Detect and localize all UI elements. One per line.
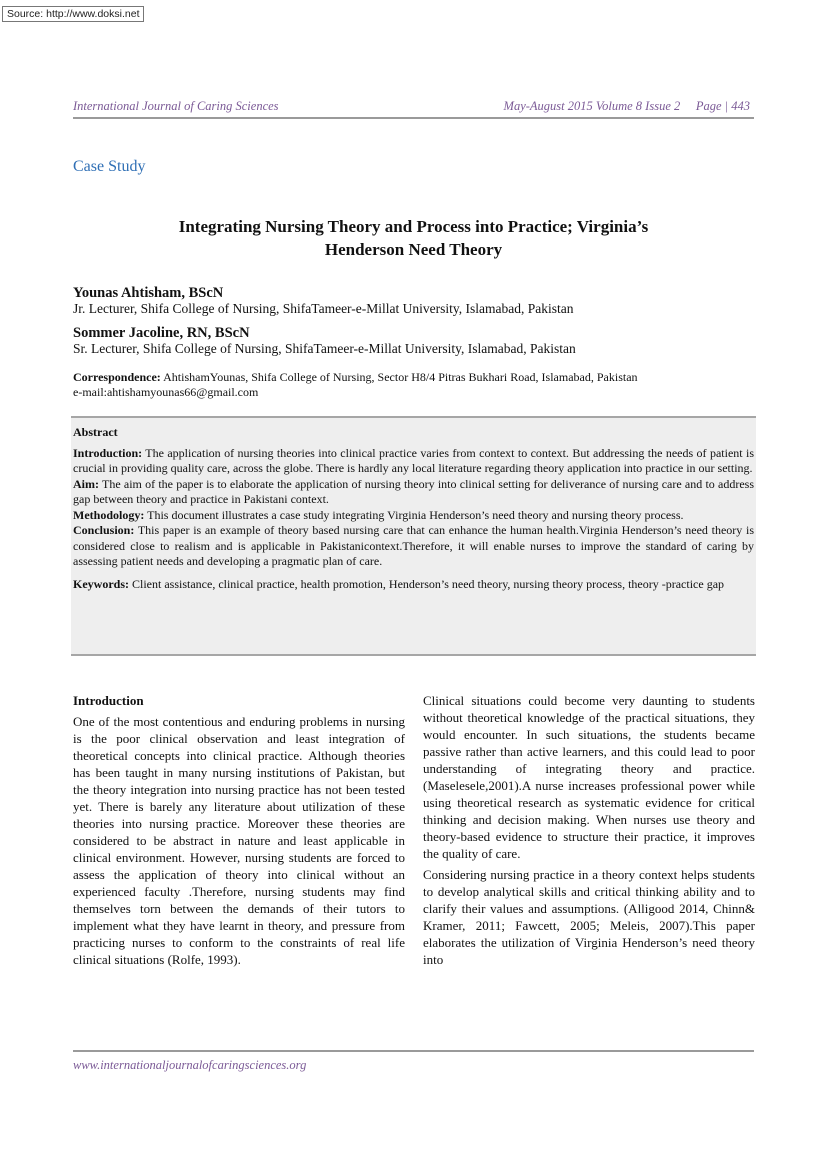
abstract-keywords [73, 577, 754, 593]
abstract-conclusion-label: Conclusion: [73, 523, 135, 537]
title-line-2: Henderson Need Theory [324, 240, 503, 259]
footer-rule [73, 1050, 754, 1052]
abstract-introduction [73, 446, 754, 477]
author-1-affiliation: Jr. Lecturer, Shifa College of Nursing, ShifaTameer-e-Millat University, Islamabad, Pakistan [73, 301, 574, 316]
author-2-name: Sommer Jacoline, RN, BScN [73, 325, 250, 341]
introduction-heading: Introduction [73, 693, 144, 708]
abstract-methodology-text: This document illustrates a case study integrating Virginia Henderson’s need theory and nursing theory process. [144, 507, 684, 522]
abstract-introduction-label: Introduction: [73, 445, 143, 460]
correspondence-text: AhtishamYounas, Shifa College of Nursing, Sector H8/4 Pitras Bukhari Road, Islamabad, Pakistan [160, 370, 638, 384]
source-label: Source: http://www.doksi.net [2, 6, 144, 22]
abstract-aim-label: Aim: [73, 476, 99, 491]
keywords-label: Keywords: [73, 576, 129, 591]
journal-name: International Journal of Caring Sciences [73, 99, 279, 113]
correspondence-email: e-mail:ahtishamyounas66@gmail.com [73, 385, 259, 399]
body-left-column [73, 692, 405, 968]
author-1-name: Younas Ahtisham, BScN [73, 285, 224, 301]
keywords-text: Client assistance, clinical practice, health promotion, Henderson’s need theory, nursing theory process, theory -practice gap [129, 576, 725, 591]
abstract-methodology [73, 508, 754, 524]
abstract-aim [73, 477, 754, 508]
abstract-methodology-label: Methodology: [73, 507, 145, 522]
abstract-introduction-text: The application of nursing theories into clinical practice varies from context to context. But addressing the needs of patient is crucial in providing quality care, across the globe. There is hardly any local literature regarding theory application into practice in our setting. [73, 445, 754, 475]
header-rule [73, 117, 754, 119]
abstract-conclusion [73, 523, 754, 570]
abstract-title: Abstract [73, 425, 118, 439]
correspondence [73, 370, 763, 400]
paper-title [73, 215, 754, 261]
abstract-conclusion-text: This paper is an example of theory based nursing care that can enhance the human health.Virginia Henderson’s need theory is considered close to realism and is applicable in Pakistanicontext.Therefore, it will enable nurses to improve the standard of caring by assessing patient needs and developing a pragmatic plan of care. [73, 523, 754, 568]
right-paragraph-2: Considering nursing practice in a theory context helps students to develop analytical skills and critical thinking ability and to clarify their values and assumptions. (Alligood 2014, Chinn& Kramer, 2011; Fawcett, 2005; Meleis, 2007).This paper elaborates the utilization of Virginia Henderson’s need theory into [423, 867, 755, 967]
title-line-1: Integrating Nursing Theory and Process into Practice; Virginia’s [178, 217, 649, 236]
correspondence-label: Correspondence: [73, 370, 161, 384]
abstract-box [71, 416, 756, 656]
right-paragraph-1: Clinical situations could become very daunting to students without theoretical knowledge of the practical situations, they would encounter. In such situations, the students became passive rather than active learners, and this could lead to poor understanding of integrating theory and practice.(Maselesele,2001).A nurse increases professional power while using theoretical research as systematic evidence for critical thinking and decision making. When nurses use theory and theory-based evidence to structure their practice, it improves the quality of care. [423, 693, 755, 861]
issue-page-info: May-August 2015 Volume 8 Issue 2 Page | 443 [503, 99, 750, 113]
footer-url[interactable]: www.internationaljournalofcaringsciences.org [73, 1058, 307, 1072]
abstract-aim-text: The aim of the paper is to elaborate the application of nursing theory into clinical setting for deliverance of nursing care and to address gap between theory and practice in Pakistani context. [73, 476, 754, 506]
body-right-column [423, 692, 755, 968]
author-2-affiliation: Sr. Lecturer, Shifa College of Nursing, ShifaTameer-e-Millat University, Islamabad, Pakistan [73, 341, 576, 356]
section-label: Case Study [73, 158, 146, 175]
introduction-paragraph: One of the most contentious and enduring problems in nursing is the poor clinical observation and least integration of theoretical concepts into clinical practice. Although theories has been taught in many nursing institutions of Pakistan, but the theory integration into nursing practice has not been tested yet. There is barely any literature about utilization of these theories into nursing practice. Moreover these theories are considered to be abstract in nature and least applicable in clinical environment. However, nursing students are forced to assess the application of theory into clinical without an experienced faculty .Therefore, nursing students may find themselves torn between the demands of their tutors to implement what they have learnt in theory, and pressure from practicing nurses to conform to the constraints of real life clinical situations (Rolfe, 1993). [73, 714, 405, 967]
